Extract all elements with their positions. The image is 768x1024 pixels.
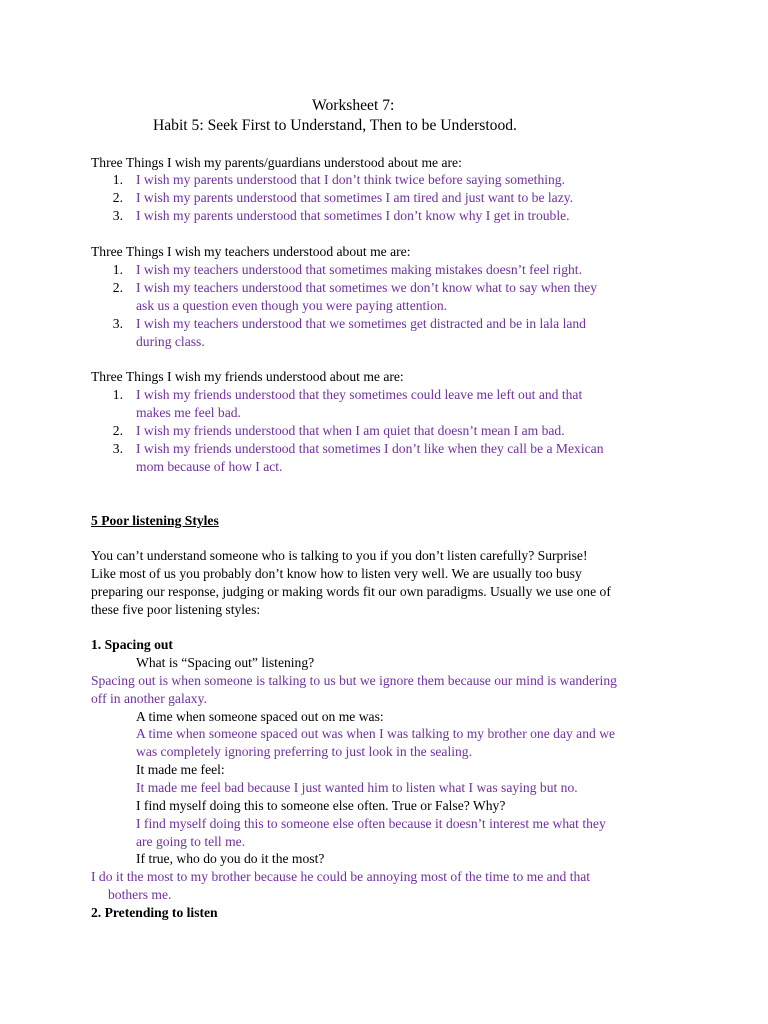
intro-line: You can’t understand someone who is talking to you if you don’t listen carefully? Surprise! bbox=[91, 548, 588, 563]
friends-item-continued: makes me feel bad. bbox=[136, 405, 241, 420]
list-number: 3. bbox=[112, 208, 123, 223]
answer: Spacing out is when someone is talking to us but we ignore them because our mind is wandering bbox=[91, 673, 617, 688]
answer: A time when someone spaced out was when I was talking to my brother one day and we bbox=[136, 726, 616, 741]
list-number: 1. bbox=[112, 172, 123, 187]
question: What is “Spacing out” listening? bbox=[136, 655, 315, 670]
answer: It made me feel bad because I just wanted him to listen what I was saying but no. bbox=[136, 780, 578, 795]
friends-item-continued: mom because of how I act. bbox=[136, 459, 283, 474]
worksheet-title: Worksheet 7: bbox=[312, 97, 395, 114]
question: If true, who do you do it the most? bbox=[136, 851, 325, 866]
section-heading: 5 Poor listening Styles bbox=[91, 513, 219, 528]
list-number: 3. bbox=[112, 316, 123, 331]
list-number: 1. bbox=[112, 387, 123, 402]
question: I find myself doing this to someone else often. True or False? Why? bbox=[136, 798, 506, 813]
list-number: 2. bbox=[112, 423, 123, 438]
friends-item: I wish my friends understood that they sometimes could leave me left out and that bbox=[136, 387, 583, 402]
teachers-item: I wish my teachers understood that sometimes making mistakes doesn’t feel right. bbox=[136, 262, 582, 277]
answer-continued: off in another galaxy. bbox=[91, 691, 207, 706]
list-number: 1. bbox=[112, 262, 123, 277]
friends-item: I wish my friends understood that when I am quiet that doesn’t mean I am bad. bbox=[136, 423, 565, 438]
intro-line: preparing our response, judging or making words fit our own paradigms. Usually we use one of bbox=[91, 584, 611, 599]
question: A time when someone spaced out on me was: bbox=[136, 709, 384, 724]
list-number: 2. bbox=[112, 190, 123, 205]
list-number: 3. bbox=[112, 441, 123, 456]
intro-line: Like most of us you probably don’t know how to listen very well. We are usually too busy bbox=[91, 566, 582, 581]
list-number: 2. bbox=[112, 280, 123, 295]
style-heading: 2. Pretending to listen bbox=[91, 905, 218, 920]
teachers-item: I wish my teachers understood that we sometimes get distracted and be in lala land bbox=[136, 316, 586, 331]
question: It made me feel: bbox=[136, 762, 225, 777]
answer-continued: was completely ignoring preferring to just look in the sealing. bbox=[136, 744, 472, 759]
habit-title: Habit 5: Seek First to Understand, Then to be Understood. bbox=[153, 117, 517, 134]
answer-continued: bothers me. bbox=[108, 887, 172, 902]
parents-item: I wish my parents understood that sometimes I don’t know why I get in trouble. bbox=[136, 208, 570, 223]
friends-item: I wish my friends understood that sometimes I don’t like when they call be a Mexican bbox=[136, 441, 604, 456]
teachers-heading: Three Things I wish my teachers understood about me are: bbox=[91, 244, 411, 259]
teachers-item: I wish my teachers understood that sometimes we don’t know what to say when they bbox=[136, 280, 598, 295]
parents-heading: Three Things I wish my parents/guardians understood about me are: bbox=[91, 155, 462, 170]
intro-line: these five poor listening styles: bbox=[91, 602, 261, 617]
parents-item: I wish my parents understood that sometimes I am tired and just want to be lazy. bbox=[136, 190, 574, 205]
answer: I do it the most to my brother because he could be annoying most of the time to me and that bbox=[91, 869, 591, 884]
style-heading: 1. Spacing out bbox=[91, 637, 173, 652]
answer: I find myself doing this to someone else often because it doesn’t interest me what they bbox=[136, 816, 606, 831]
friends-heading: Three Things I wish my friends understood about me are: bbox=[91, 369, 404, 384]
parents-item: I wish my parents understood that I don’t think twice before saying something. bbox=[136, 172, 566, 187]
teachers-item-continued: ask us a question even though you were paying attention. bbox=[136, 298, 448, 313]
teachers-item-continued: during class. bbox=[136, 334, 205, 349]
answer-continued: are going to tell me. bbox=[136, 834, 246, 849]
